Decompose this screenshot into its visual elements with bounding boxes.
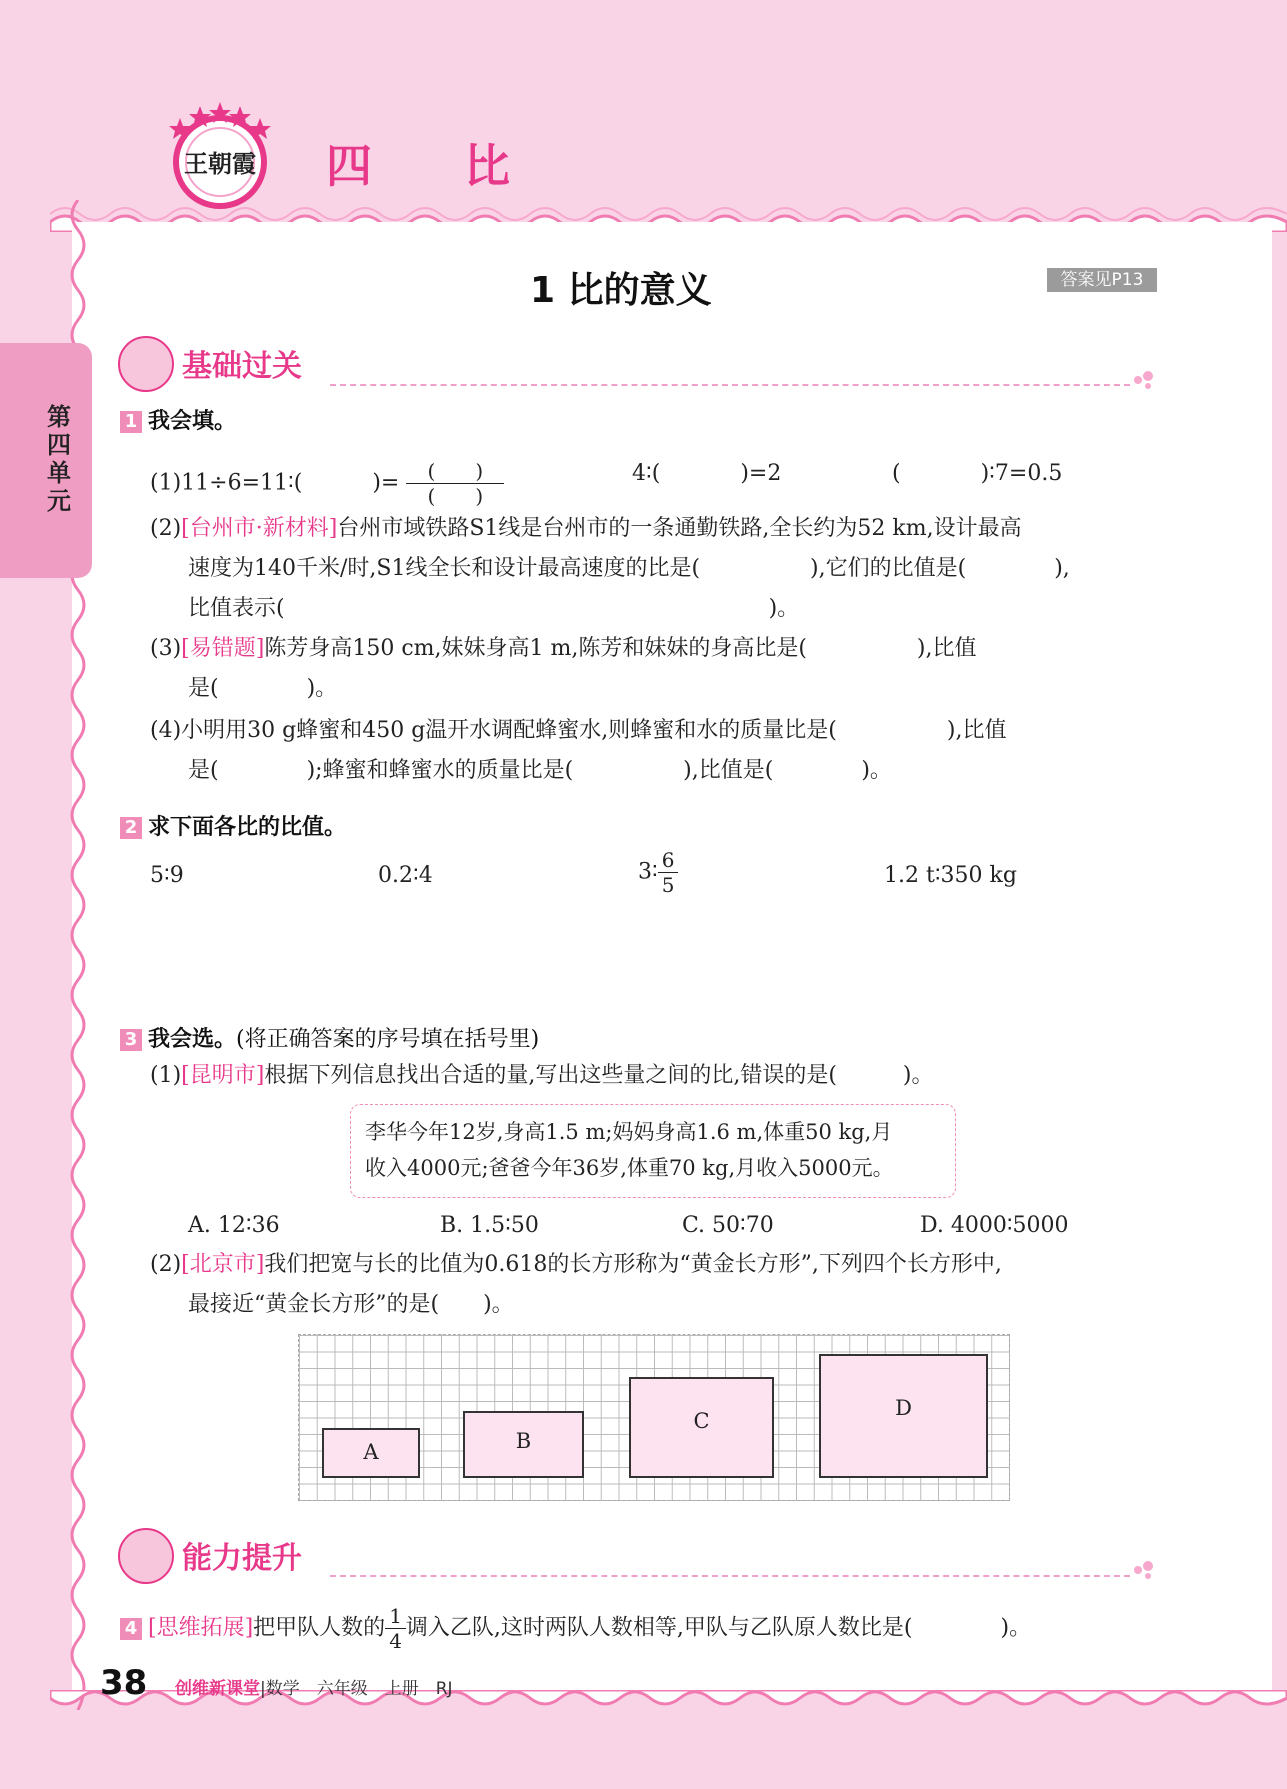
option-b[interactable]: B. 1.5∶50 (440, 1213, 539, 1238)
question-4 (120, 1604, 1031, 1653)
ratio-item: 0.2∶4 (378, 863, 433, 888)
source-tag: [台州市·新材料] (181, 516, 338, 541)
frac-numerator: 1 (385, 1604, 406, 1629)
ratio-item: 1.2 t∶350 kg (884, 863, 1017, 888)
question-number: 1 (120, 411, 142, 433)
text: (1)11÷6=11∶( (150, 470, 303, 496)
option-d[interactable]: D. 4000∶5000 (920, 1213, 1069, 1238)
frac-denominator: ( ) (427, 484, 484, 508)
grid-figure (298, 1334, 1010, 1501)
question-3-heading (120, 1022, 539, 1053)
text: (2) (150, 1252, 182, 1277)
question-number: 4 (120, 1618, 142, 1640)
option-a[interactable]: A. 12∶36 (188, 1213, 280, 1238)
footer-info (175, 1674, 453, 1699)
text: 根据下列信息找出合适的量,写出这些量之间的比,错误的是( )。 (264, 1063, 934, 1088)
footer-text: 数学 六年级 上册 RJ (265, 1679, 453, 1699)
footer-separator: | (260, 1679, 266, 1699)
q3-part2-line1 (150, 1250, 1002, 1280)
text: (3) (150, 636, 182, 661)
ratio-item (638, 848, 678, 897)
rect-label: D (895, 1396, 912, 1420)
text: 3∶ (638, 859, 658, 885)
rect-label: A (363, 1440, 379, 1464)
q1-part4-line2: 是( );蜂蜜和蜂蜜水的质量比是( ),比值是( )。 (188, 758, 892, 783)
text: 调入乙队,这时两队人数相等,甲队与乙队原人数比是( )。 (405, 1615, 1032, 1641)
text: )=2 (740, 461, 782, 486)
text: ( (892, 461, 901, 486)
q1-part2-line3: 比值表示( )。 (188, 596, 800, 621)
rectangle-b (463, 1411, 584, 1478)
text: )= (372, 470, 400, 496)
section-divider (330, 1575, 1130, 1577)
rect-label: B (515, 1429, 532, 1453)
logo-badge-icon (160, 100, 280, 210)
section-divider (330, 384, 1130, 386)
source-tag: [北京市] (181, 1252, 265, 1277)
info-line: 收入4000元;爸爸今年36岁,体重70 kg,月收入5000元。 (365, 1156, 894, 1180)
text: (1) (150, 1063, 182, 1088)
cartoon-avatar-icon (118, 1528, 174, 1584)
info-line: 李华今年12岁,身高1.5 m;妈妈身高1.6 m,体重50 kg,月 (365, 1120, 893, 1144)
frac-denominator: 4 (389, 1629, 402, 1653)
side-tab-label: 第四单元 (47, 403, 71, 515)
question-number: 3 (120, 1029, 142, 1051)
q1-part1 (150, 459, 504, 508)
q1-part3-line1 (150, 634, 977, 664)
question-2-heading (120, 810, 346, 841)
rectangle-c (629, 1377, 774, 1478)
question-number: 2 (120, 817, 142, 839)
frac-denominator: 5 (661, 873, 675, 897)
q1-part4-line1: (4)小明用30 g蜂蜜和450 g温开水调配蜂蜜水,则蜂蜜和水的质量比是( ),比值 (150, 718, 1007, 743)
unit-title: 四 比 (326, 139, 549, 193)
q3-part2-line2: 最接近“黄金长方形”的是( )。 (188, 1292, 514, 1317)
question-title: 求下面各比的比值。 (148, 815, 347, 840)
ratio-item: 5∶9 (150, 863, 184, 888)
text: 4∶( (632, 461, 661, 486)
frac-numerator: ( ) (406, 459, 504, 484)
frac-numerator: 6 (658, 848, 679, 873)
footer-brand: 创维新课堂 (175, 1679, 260, 1699)
rectangle-a (322, 1428, 420, 1478)
question-title: 我会填。 (148, 409, 237, 434)
section-heading-basic: 基础过关 (182, 349, 302, 384)
rectangle-d (819, 1354, 988, 1478)
question-1-heading (120, 404, 236, 435)
question-note: (将正确答案的序号填在括号里) (236, 1027, 540, 1052)
text: 陈芳身高150 cm,妹妹身高1 m,陈芳和妹妹的身高比是( ),比值 (264, 636, 977, 661)
q1-part1c (892, 459, 1062, 489)
fraction (658, 848, 679, 897)
dots-decoration-icon (1132, 1558, 1162, 1582)
side-tab (0, 343, 92, 578)
q3-part1 (150, 1061, 934, 1091)
option-c[interactable]: C. 50∶70 (682, 1213, 774, 1238)
cartoon-avatar-icon (118, 336, 174, 392)
q1-part2-line2: 速度为140千米/时,S1线全长和设计最高速度的比是( ),它们的比值是( ), (188, 556, 1070, 581)
info-box (350, 1104, 956, 1198)
text: 台州市域铁路S1线是台州市的一条通勤铁路,全长约为52 km,设计最高 (337, 516, 1022, 541)
answer-ref-badge: 答案见P13 (1047, 268, 1157, 292)
fraction (385, 1604, 406, 1653)
q1-part3-line2: 是( )。 (188, 676, 338, 701)
fraction (406, 459, 504, 508)
source-tag: [易错题] (181, 636, 265, 661)
text: 我们把宽与长的比值为0.618的长方形称为“黄金长方形”,下列四个长方形中, (264, 1252, 1002, 1277)
lesson-title: 1 比的意义 (530, 270, 712, 311)
dots-decoration-icon (1132, 368, 1162, 392)
rect-label: C (693, 1409, 710, 1433)
question-title: 我会选。 (148, 1027, 237, 1052)
source-tag: [昆明市] (181, 1063, 265, 1088)
text: )∶7=0.5 (980, 461, 1063, 486)
page-number: 38 (100, 1663, 148, 1703)
text: 把甲队人数的 (253, 1615, 386, 1641)
source-tag: [思维拓展] (148, 1615, 254, 1641)
q1-part2-line1 (150, 514, 1022, 544)
q1-part1b (632, 459, 781, 489)
section-heading-advanced: 能力提升 (182, 1541, 302, 1576)
logo-text: 王朝霞 (184, 149, 256, 178)
text: (2) (150, 516, 182, 541)
